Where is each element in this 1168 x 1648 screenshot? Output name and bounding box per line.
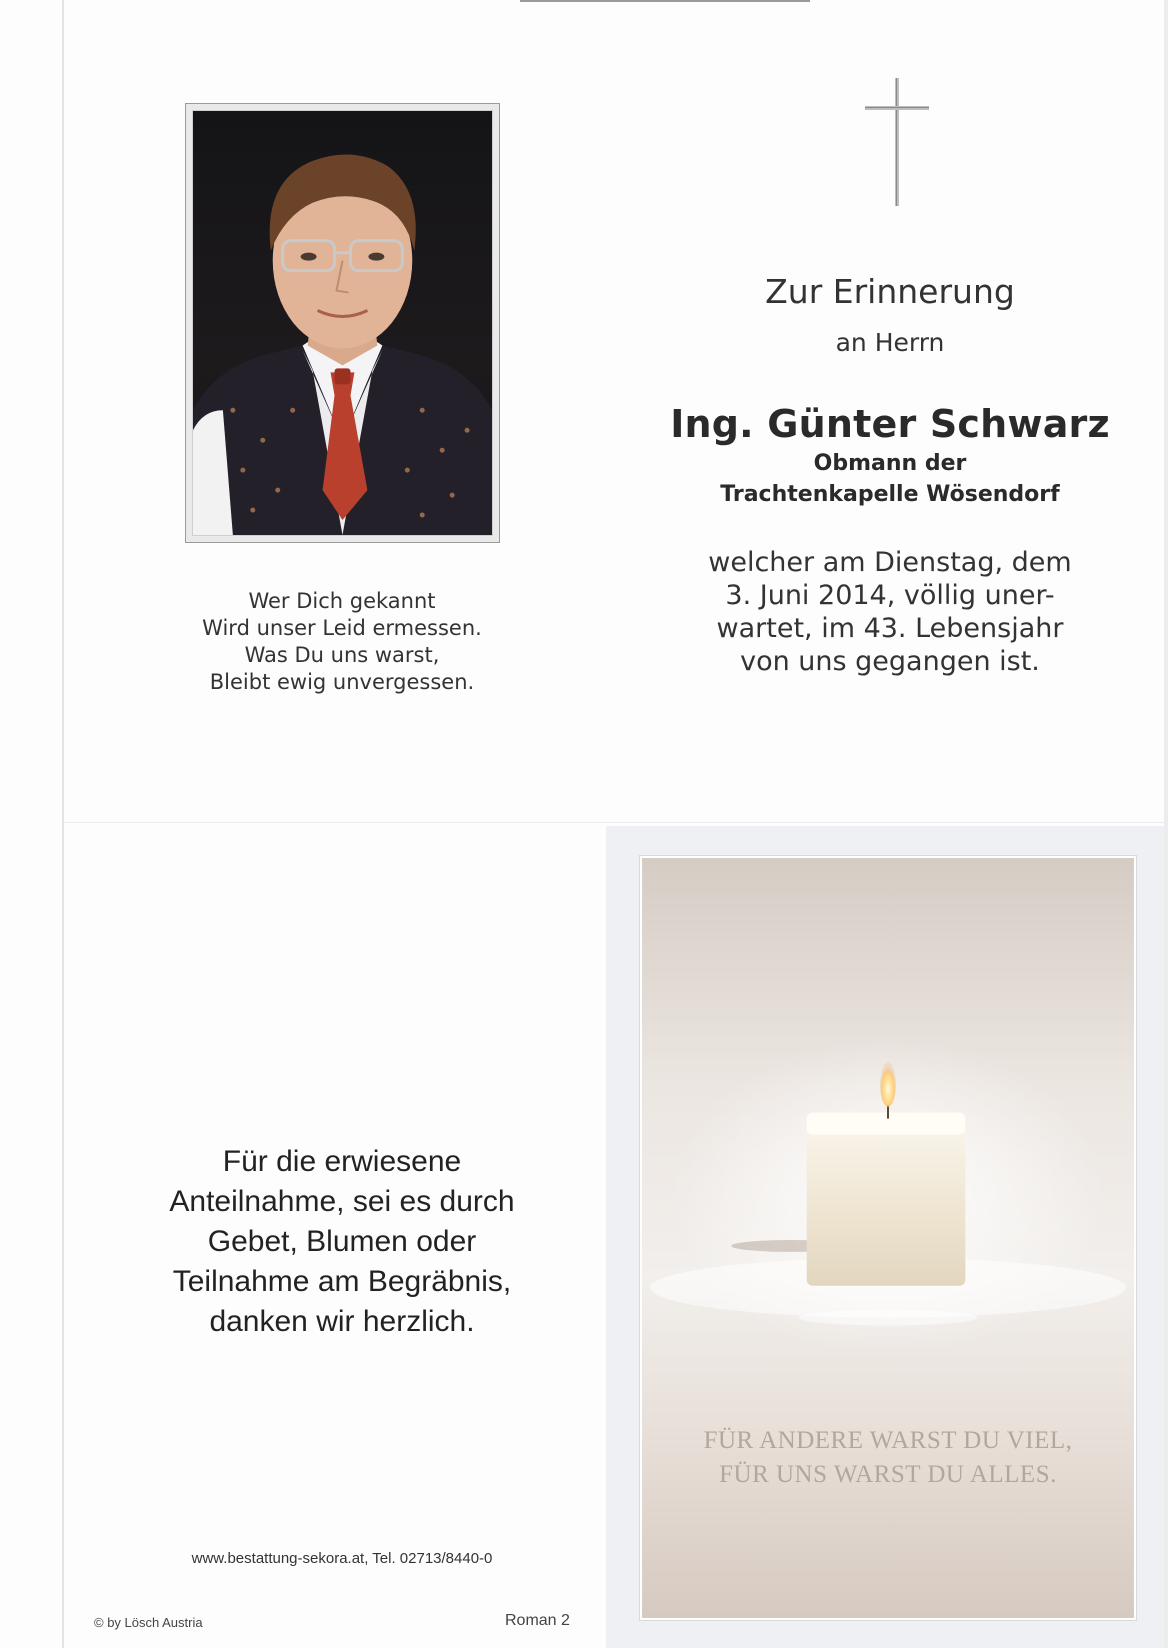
- memorial-subtitle: an Herrn: [835, 328, 945, 357]
- thanks-line: danken wir herzlich.: [209, 1305, 475, 1338]
- deceased-name: Ing. Günter Schwarz: [670, 402, 1110, 446]
- quote-line: FÜR ANDERE WARST DU VIEL,: [703, 1427, 1073, 1454]
- death-line: welcher am Dienstag, dem: [708, 547, 1072, 578]
- page-edge-right: [1164, 0, 1168, 1648]
- memorial-title: Zur Erinnerung: [765, 272, 1015, 311]
- thanks-text: [122, 1142, 562, 1342]
- quote-line: FÜR UNS WARST DU ALLES.: [719, 1461, 1057, 1488]
- poem-line: Wer Dich gekannt: [248, 589, 436, 613]
- deceased-role: [660, 448, 1120, 510]
- portrait-illustration: [193, 111, 492, 535]
- death-notice: [660, 546, 1120, 678]
- thanks-line: Anteilnahme, sei es durch: [169, 1185, 515, 1218]
- memorial-poem: [142, 588, 542, 696]
- card-quote: [642, 1424, 1134, 1492]
- death-line: 3. Juni 2014, völlig uner-: [725, 580, 1055, 611]
- copyright-note: © by Lösch Austria: [94, 1615, 203, 1630]
- portrait-photo: [192, 110, 493, 536]
- poem-line: Was Du uns warst,: [244, 643, 440, 667]
- thanks-line: Teilnahme am Begräbnis,: [172, 1265, 512, 1298]
- page-edge-left: [62, 0, 64, 1648]
- poem-line: Bleibt ewig unvergessen.: [209, 670, 475, 694]
- scan-edge-mark: [520, 0, 810, 2]
- role-line: Obmann der: [813, 451, 967, 476]
- death-line: von uns gegangen ist.: [740, 646, 1040, 677]
- portrait-frame: [185, 103, 500, 543]
- death-line: wartet, im 43. Lebensjahr: [716, 613, 1064, 644]
- poem-line: Wird unser Leid ermessen.: [202, 616, 482, 640]
- fold-line: [64, 822, 1164, 823]
- role-line: Trachtenkapelle Wösendorf: [720, 482, 1060, 507]
- cross-icon: [865, 78, 929, 206]
- thanks-line: Gebet, Blumen oder: [207, 1225, 477, 1258]
- candle-card: [640, 856, 1136, 1620]
- thanks-line: Für die erwiesene: [222, 1145, 462, 1178]
- funeral-home-contact: www.bestattung-sekora.at, Tel. 02713/8440-0: [191, 1550, 493, 1567]
- candle-image: [642, 858, 1134, 1618]
- card-model-label: Roman 2: [505, 1612, 570, 1629]
